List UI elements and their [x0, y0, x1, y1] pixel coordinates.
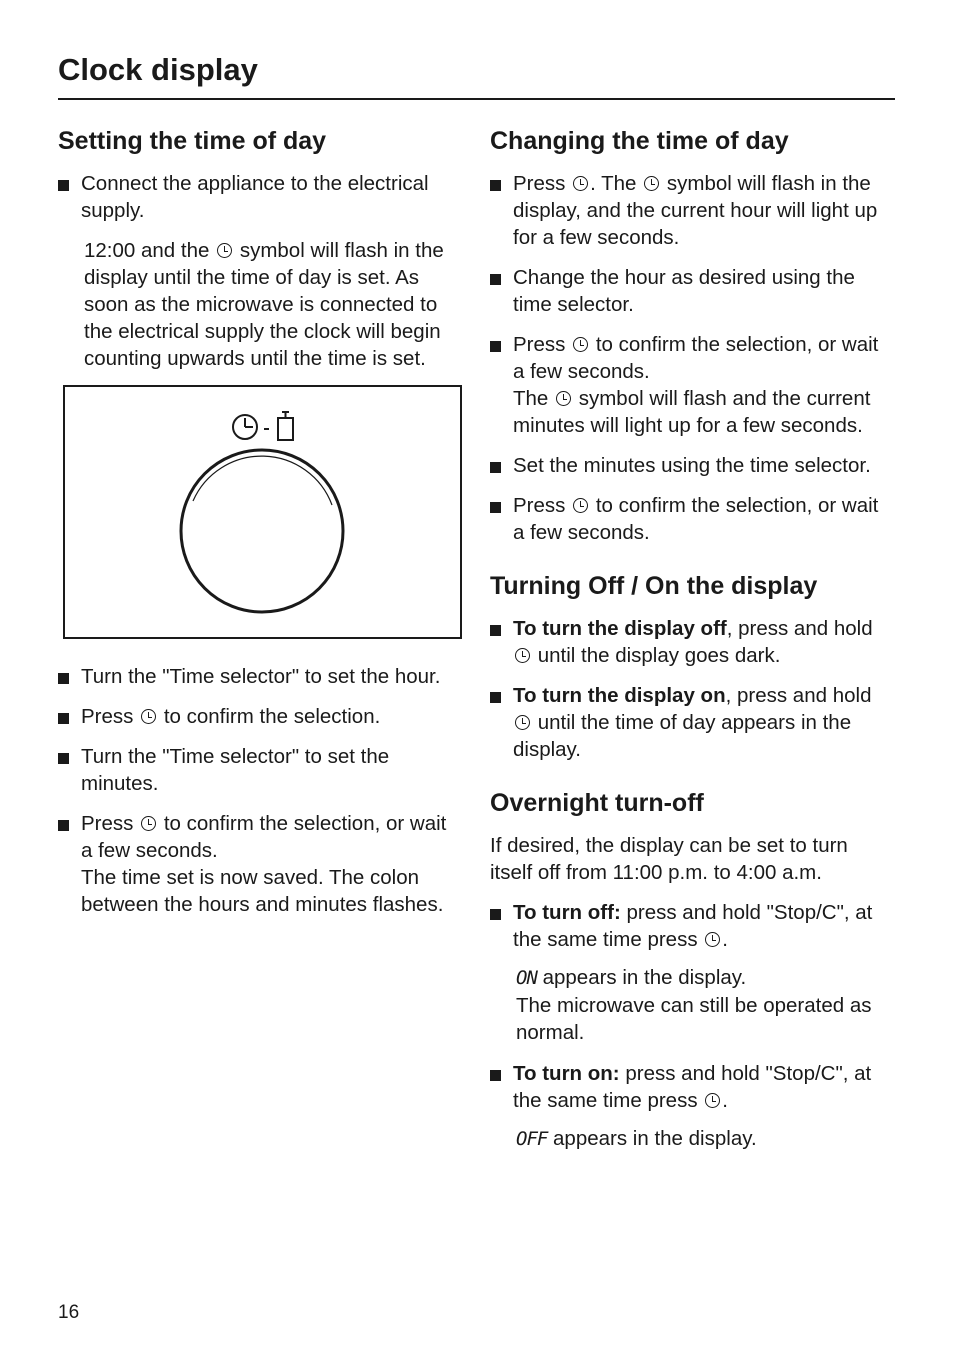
- clock-icon: [573, 498, 588, 513]
- list-item-text: Connect the appliance to the electrical supply.: [81, 172, 429, 222]
- clock-icon: [644, 176, 659, 191]
- list-item-text: Press: [81, 812, 134, 835]
- list-item-text: . The: [590, 172, 637, 195]
- list-item: To turn off: press and hold "Stop/C", at the same time press .: [490, 899, 895, 953]
- left-column: [58, 125, 458, 931]
- overnight-on-result: [490, 1125, 895, 1153]
- setting-note: [58, 237, 458, 372]
- list-item-text: to confirm the selection.: [163, 705, 381, 728]
- display-toggle-list: [490, 615, 895, 763]
- list-item-text: press and hold "Stop/C", at the same time press: [513, 901, 873, 951]
- note-text: appears in the display.: [553, 1127, 757, 1150]
- list-item-bold: To turn off:: [513, 901, 621, 924]
- overnight-off-result: [490, 964, 895, 1046]
- list-item-text: Turn the "Time selector" to set the hour.: [81, 665, 441, 688]
- list-item-text: The: [513, 387, 549, 410]
- list-item: [490, 615, 895, 669]
- list-item-text: to confirm the selection, or wait a few seconds.: [513, 333, 879, 383]
- time-selector-illustration: [65, 387, 460, 637]
- clock-icon: [705, 932, 720, 947]
- clock-icon: [515, 648, 530, 663]
- note-text: symbol will flash in the display until the time of day is set. As soon as the microwave is connected to the electrical supply the clock will begin counting upwards until the time is set.: [84, 239, 444, 370]
- list-item-text: until the display goes dark.: [537, 644, 781, 667]
- list-item-text: Set the minutes using the time selector.: [513, 454, 871, 477]
- time-selector-figure: [63, 385, 462, 639]
- overnight-off-list: [490, 899, 895, 953]
- list-item: [490, 331, 895, 439]
- note-text: appears in the display.: [542, 966, 747, 989]
- list-item: [58, 703, 458, 730]
- list-item-text: Change the hour as desired using the time selector.: [513, 266, 855, 316]
- list-item: [58, 810, 458, 918]
- setting-heading: Setting the time of day: [58, 127, 327, 155]
- list-item-text: symbol will flash in the display, and the current hour will light up for a few seconds.: [513, 172, 878, 249]
- list-item-text: Press: [513, 494, 566, 517]
- list-item: [490, 170, 895, 251]
- list-item-text: , press and hold: [725, 684, 872, 707]
- setting-steps-list: [58, 663, 458, 918]
- title-divider: [58, 98, 895, 100]
- right-column: [490, 125, 895, 1167]
- clock-icon: [141, 709, 156, 724]
- list-item-text: symbol will flash and the current minutes will light up for a few seconds.: [513, 387, 871, 437]
- note-text: The microwave can still be operated as normal.: [516, 994, 872, 1044]
- list-item-text: Press: [81, 705, 134, 728]
- weight-icon: [278, 412, 293, 440]
- note-text: 12:00 and the: [84, 239, 210, 262]
- list-item-text: Press: [513, 172, 566, 195]
- display-code: OFF: [516, 1128, 548, 1150]
- list-item: [58, 170, 458, 224]
- list-item-text: The time set is now saved. The colon between the hours and minutes flashes.: [81, 866, 444, 916]
- list-item-text: to confirm the selection, or wait a few seconds.: [81, 812, 447, 862]
- list-item: [58, 743, 458, 797]
- setting-connect-list: [58, 170, 458, 224]
- clock-icon: [705, 1093, 720, 1108]
- list-item: [490, 492, 895, 546]
- list-item-text: Turn the "Time selector" to set the minutes.: [81, 745, 390, 795]
- display-toggle-heading: Turning Off / On the display: [490, 572, 818, 600]
- overnight-intro: If desired, the display can be set to turn itself off from 11:00 p.m. to 4:00 a.m.: [490, 834, 848, 884]
- list-item: [490, 682, 895, 763]
- time-selector-knob: [181, 450, 343, 612]
- list-item: [58, 663, 458, 690]
- list-item: [490, 264, 895, 318]
- clock-icon: [556, 391, 571, 406]
- changing-heading: Changing the time of day: [490, 127, 789, 155]
- clock-icon: [233, 415, 257, 439]
- display-code: ON: [516, 967, 537, 989]
- clock-icon: [141, 816, 156, 831]
- clock-icon: [515, 715, 530, 730]
- list-item-text: press and hold "Stop/C", at the same time press: [513, 1062, 872, 1112]
- overnight-on-list: [490, 1060, 895, 1114]
- list-item-bold: To turn the display on: [513, 684, 726, 707]
- list-item-text: , press and hold: [726, 617, 873, 640]
- page-title: Clock display: [58, 52, 258, 87]
- changing-steps-list: [490, 170, 895, 546]
- list-item-text: until the time of day appears in the display.: [513, 711, 852, 761]
- list-item-text: to confirm the selection, or wait a few seconds.: [513, 494, 879, 544]
- list-item-bold: To turn on:: [513, 1062, 620, 1085]
- list-item: To turn on: press and hold "Stop/C", at the same time press .: [490, 1060, 895, 1114]
- clock-icon: [573, 176, 588, 191]
- list-item-text: Press: [513, 333, 566, 356]
- list-item: [490, 452, 895, 479]
- clock-icon: [217, 243, 232, 258]
- page-number: 16: [58, 1302, 80, 1323]
- overnight-heading: Overnight turn-off: [490, 789, 704, 817]
- list-item-bold: To turn the display off: [513, 617, 727, 640]
- clock-icon: [573, 337, 588, 352]
